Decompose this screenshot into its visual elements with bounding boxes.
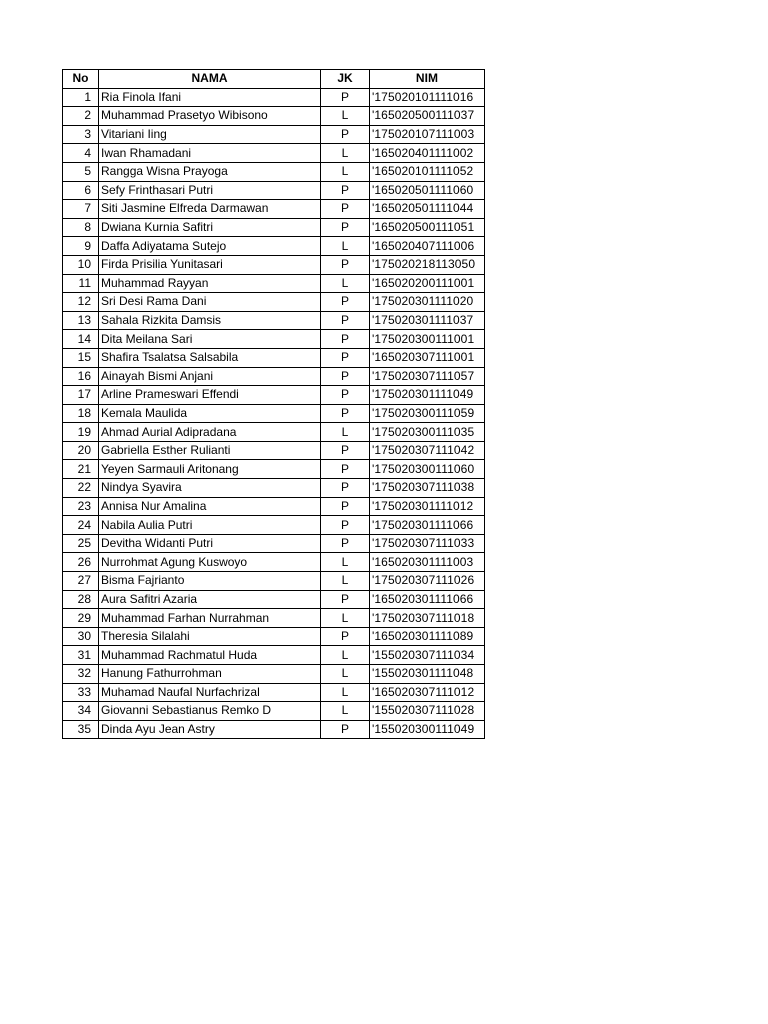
cell-nama: Yeyen Sarmauli Aritonang bbox=[99, 460, 321, 479]
table-row bbox=[63, 144, 485, 163]
cell-nama: Devitha Widanti Putri bbox=[99, 534, 321, 553]
table-row bbox=[63, 293, 485, 312]
cell-nim: '165020501111044 bbox=[370, 200, 485, 219]
table-row bbox=[63, 441, 485, 460]
cell-nim: '175020307111033 bbox=[370, 534, 485, 553]
table-row bbox=[63, 534, 485, 553]
cell-nim: '175020300111035 bbox=[370, 423, 485, 442]
cell-no: 24 bbox=[63, 516, 99, 535]
cell-jk: P bbox=[321, 590, 370, 609]
student-table bbox=[62, 69, 485, 739]
table-row bbox=[63, 609, 485, 628]
cell-jk: L bbox=[321, 107, 370, 126]
table-row bbox=[63, 516, 485, 535]
cell-nama: Muhammad Farhan Nurrahman bbox=[99, 609, 321, 628]
cell-jk: L bbox=[321, 665, 370, 684]
table-row bbox=[63, 348, 485, 367]
cell-nim: '175020218113050 bbox=[370, 255, 485, 274]
cell-nama: Muhammad Rayyan bbox=[99, 274, 321, 293]
cell-jk: P bbox=[321, 441, 370, 460]
table-row bbox=[63, 162, 485, 181]
cell-jk: P bbox=[321, 348, 370, 367]
table-row bbox=[63, 479, 485, 498]
cell-nim: '175020307111042 bbox=[370, 441, 485, 460]
cell-nim: '175020101111016 bbox=[370, 88, 485, 107]
cell-no: 1 bbox=[63, 88, 99, 107]
cell-jk: L bbox=[321, 646, 370, 665]
table-row bbox=[63, 181, 485, 200]
cell-nama: Muhammad Prasetyo Wibisono bbox=[99, 107, 321, 126]
cell-no: 30 bbox=[63, 627, 99, 646]
cell-jk: L bbox=[321, 274, 370, 293]
cell-nama: Muhammad Rachmatul Huda bbox=[99, 646, 321, 665]
cell-no: 13 bbox=[63, 311, 99, 330]
table-row bbox=[63, 404, 485, 423]
cell-nama: Annisa Nur Amalina bbox=[99, 497, 321, 516]
cell-no: 29 bbox=[63, 609, 99, 628]
cell-jk: P bbox=[321, 479, 370, 498]
header-jk: JK bbox=[321, 70, 370, 89]
cell-jk: P bbox=[321, 534, 370, 553]
table-row bbox=[63, 200, 485, 219]
cell-no: 26 bbox=[63, 553, 99, 572]
table-row bbox=[63, 255, 485, 274]
cell-nim: '165020307111001 bbox=[370, 348, 485, 367]
table-row bbox=[63, 423, 485, 442]
header-no: No bbox=[63, 70, 99, 89]
cell-nim: '175020301111066 bbox=[370, 516, 485, 535]
cell-nim: '165020401111002 bbox=[370, 144, 485, 163]
cell-jk: P bbox=[321, 330, 370, 349]
cell-jk: L bbox=[321, 609, 370, 628]
cell-nama: Vitariani Iing bbox=[99, 125, 321, 144]
table-row bbox=[63, 460, 485, 479]
table-row bbox=[63, 702, 485, 721]
cell-nama: Dita Meilana Sari bbox=[99, 330, 321, 349]
table-row bbox=[63, 88, 485, 107]
cell-nim: '175020301111049 bbox=[370, 386, 485, 405]
cell-jk: P bbox=[321, 720, 370, 739]
cell-no: 3 bbox=[63, 125, 99, 144]
cell-no: 14 bbox=[63, 330, 99, 349]
cell-jk: P bbox=[321, 460, 370, 479]
table-header-row bbox=[63, 70, 485, 89]
cell-jk: L bbox=[321, 572, 370, 591]
cell-nama: Ria Finola Ifani bbox=[99, 88, 321, 107]
cell-no: 21 bbox=[63, 460, 99, 479]
table-row bbox=[63, 646, 485, 665]
cell-jk: P bbox=[321, 293, 370, 312]
cell-jk: L bbox=[321, 237, 370, 256]
cell-nim: '155020307111034 bbox=[370, 646, 485, 665]
cell-nama: Sri Desi Rama Dani bbox=[99, 293, 321, 312]
table-row bbox=[63, 367, 485, 386]
cell-nama: Siti Jasmine Elfreda Darmawan bbox=[99, 200, 321, 219]
table-row bbox=[63, 274, 485, 293]
cell-no: 4 bbox=[63, 144, 99, 163]
cell-nim: '175020307111026 bbox=[370, 572, 485, 591]
cell-no: 20 bbox=[63, 441, 99, 460]
cell-no: 10 bbox=[63, 255, 99, 274]
cell-no: 34 bbox=[63, 702, 99, 721]
cell-jk: P bbox=[321, 627, 370, 646]
cell-no: 28 bbox=[63, 590, 99, 609]
cell-no: 9 bbox=[63, 237, 99, 256]
cell-nim: '165020200111001 bbox=[370, 274, 485, 293]
cell-no: 2 bbox=[63, 107, 99, 126]
cell-nama: Muhamad Naufal Nurfachrizal bbox=[99, 683, 321, 702]
cell-nim: '175020307111038 bbox=[370, 479, 485, 498]
cell-nim: '175020301111012 bbox=[370, 497, 485, 516]
cell-no: 6 bbox=[63, 181, 99, 200]
cell-no: 16 bbox=[63, 367, 99, 386]
cell-nim: '175020307111057 bbox=[370, 367, 485, 386]
cell-no: 32 bbox=[63, 665, 99, 684]
cell-nim: '175020301111020 bbox=[370, 293, 485, 312]
cell-no: 12 bbox=[63, 293, 99, 312]
table-row bbox=[63, 497, 485, 516]
table-row bbox=[63, 590, 485, 609]
table-row bbox=[63, 553, 485, 572]
cell-jk: P bbox=[321, 255, 370, 274]
cell-no: 35 bbox=[63, 720, 99, 739]
cell-nama: Dwiana Kurnia Safitri bbox=[99, 218, 321, 237]
header-nim: NIM bbox=[370, 70, 485, 89]
cell-jk: P bbox=[321, 367, 370, 386]
header-nama: NAMA bbox=[99, 70, 321, 89]
cell-nama: Sahala Rizkita Damsis bbox=[99, 311, 321, 330]
cell-jk: L bbox=[321, 683, 370, 702]
table-row bbox=[63, 107, 485, 126]
cell-no: 33 bbox=[63, 683, 99, 702]
cell-jk: P bbox=[321, 311, 370, 330]
cell-nim: '165020301111066 bbox=[370, 590, 485, 609]
cell-no: 22 bbox=[63, 479, 99, 498]
cell-no: 25 bbox=[63, 534, 99, 553]
cell-jk: P bbox=[321, 386, 370, 405]
cell-nama: Theresia Silalahi bbox=[99, 627, 321, 646]
cell-nim: '175020107111003 bbox=[370, 125, 485, 144]
cell-jk: L bbox=[321, 553, 370, 572]
cell-no: 18 bbox=[63, 404, 99, 423]
cell-no: 7 bbox=[63, 200, 99, 219]
cell-no: 31 bbox=[63, 646, 99, 665]
cell-nama: Rangga Wisna Prayoga bbox=[99, 162, 321, 181]
cell-no: 17 bbox=[63, 386, 99, 405]
cell-nama: Firda Prisilia Yunitasari bbox=[99, 255, 321, 274]
table-body bbox=[63, 88, 485, 739]
cell-nama: Daffa Adiyatama Sutejo bbox=[99, 237, 321, 256]
cell-nim: '165020301111089 bbox=[370, 627, 485, 646]
table-row bbox=[63, 665, 485, 684]
table-row bbox=[63, 237, 485, 256]
cell-nim: '165020500111051 bbox=[370, 218, 485, 237]
cell-nama: Sefy Frinthasari Putri bbox=[99, 181, 321, 200]
cell-jk: L bbox=[321, 162, 370, 181]
cell-nama: Dinda Ayu Jean Astry bbox=[99, 720, 321, 739]
table-row bbox=[63, 125, 485, 144]
cell-nama: Shafira Tsalatsa Salsabila bbox=[99, 348, 321, 367]
cell-jk: L bbox=[321, 702, 370, 721]
cell-jk: P bbox=[321, 218, 370, 237]
cell-jk: P bbox=[321, 88, 370, 107]
cell-jk: P bbox=[321, 404, 370, 423]
cell-nim: '155020307111028 bbox=[370, 702, 485, 721]
table-row bbox=[63, 330, 485, 349]
table-row bbox=[63, 720, 485, 739]
cell-no: 8 bbox=[63, 218, 99, 237]
cell-no: 23 bbox=[63, 497, 99, 516]
cell-nama: Kemala Maulida bbox=[99, 404, 321, 423]
cell-nim: '175020301111037 bbox=[370, 311, 485, 330]
cell-no: 5 bbox=[63, 162, 99, 181]
cell-jk: L bbox=[321, 144, 370, 163]
cell-nim: '175020307111018 bbox=[370, 609, 485, 628]
cell-nama: Ainayah Bismi Anjani bbox=[99, 367, 321, 386]
cell-nim: '165020307111012 bbox=[370, 683, 485, 702]
table-row bbox=[63, 386, 485, 405]
cell-jk: P bbox=[321, 125, 370, 144]
cell-nama: Nindya Syavira bbox=[99, 479, 321, 498]
cell-nama: Hanung Fathurrohman bbox=[99, 665, 321, 684]
cell-nim: '175020300111060 bbox=[370, 460, 485, 479]
cell-nim: '165020500111037 bbox=[370, 107, 485, 126]
cell-nama: Arline Prameswari Effendi bbox=[99, 386, 321, 405]
cell-jk: L bbox=[321, 423, 370, 442]
cell-nim: '155020300111049 bbox=[370, 720, 485, 739]
cell-nama: Giovanni Sebastianus Remko D bbox=[99, 702, 321, 721]
cell-nim: '165020407111006 bbox=[370, 237, 485, 256]
cell-nama: Iwan Rhamadani bbox=[99, 144, 321, 163]
table-row bbox=[63, 218, 485, 237]
cell-nama: Gabriella Esther Rulianti bbox=[99, 441, 321, 460]
cell-nama: Ahmad Aurial Adipradana bbox=[99, 423, 321, 442]
cell-jk: P bbox=[321, 516, 370, 535]
table-row bbox=[63, 627, 485, 646]
cell-nama: Aura Safitri Azaria bbox=[99, 590, 321, 609]
cell-nim: '165020301111003 bbox=[370, 553, 485, 572]
cell-jk: P bbox=[321, 497, 370, 516]
table-row bbox=[63, 683, 485, 702]
cell-nim: '175020300111059 bbox=[370, 404, 485, 423]
cell-nim: '155020301111048 bbox=[370, 665, 485, 684]
cell-jk: P bbox=[321, 181, 370, 200]
cell-no: 27 bbox=[63, 572, 99, 591]
cell-nama: Nabila Aulia Putri bbox=[99, 516, 321, 535]
cell-no: 19 bbox=[63, 423, 99, 442]
cell-nim: '165020501111060 bbox=[370, 181, 485, 200]
table-row bbox=[63, 311, 485, 330]
cell-nim: '175020300111001 bbox=[370, 330, 485, 349]
cell-nama: Nurrohmat Agung Kuswoyo bbox=[99, 553, 321, 572]
cell-nim: '165020101111052 bbox=[370, 162, 485, 181]
cell-jk: P bbox=[321, 200, 370, 219]
table-row bbox=[63, 572, 485, 591]
cell-nama: Bisma Fajrianto bbox=[99, 572, 321, 591]
cell-no: 11 bbox=[63, 274, 99, 293]
cell-no: 15 bbox=[63, 348, 99, 367]
